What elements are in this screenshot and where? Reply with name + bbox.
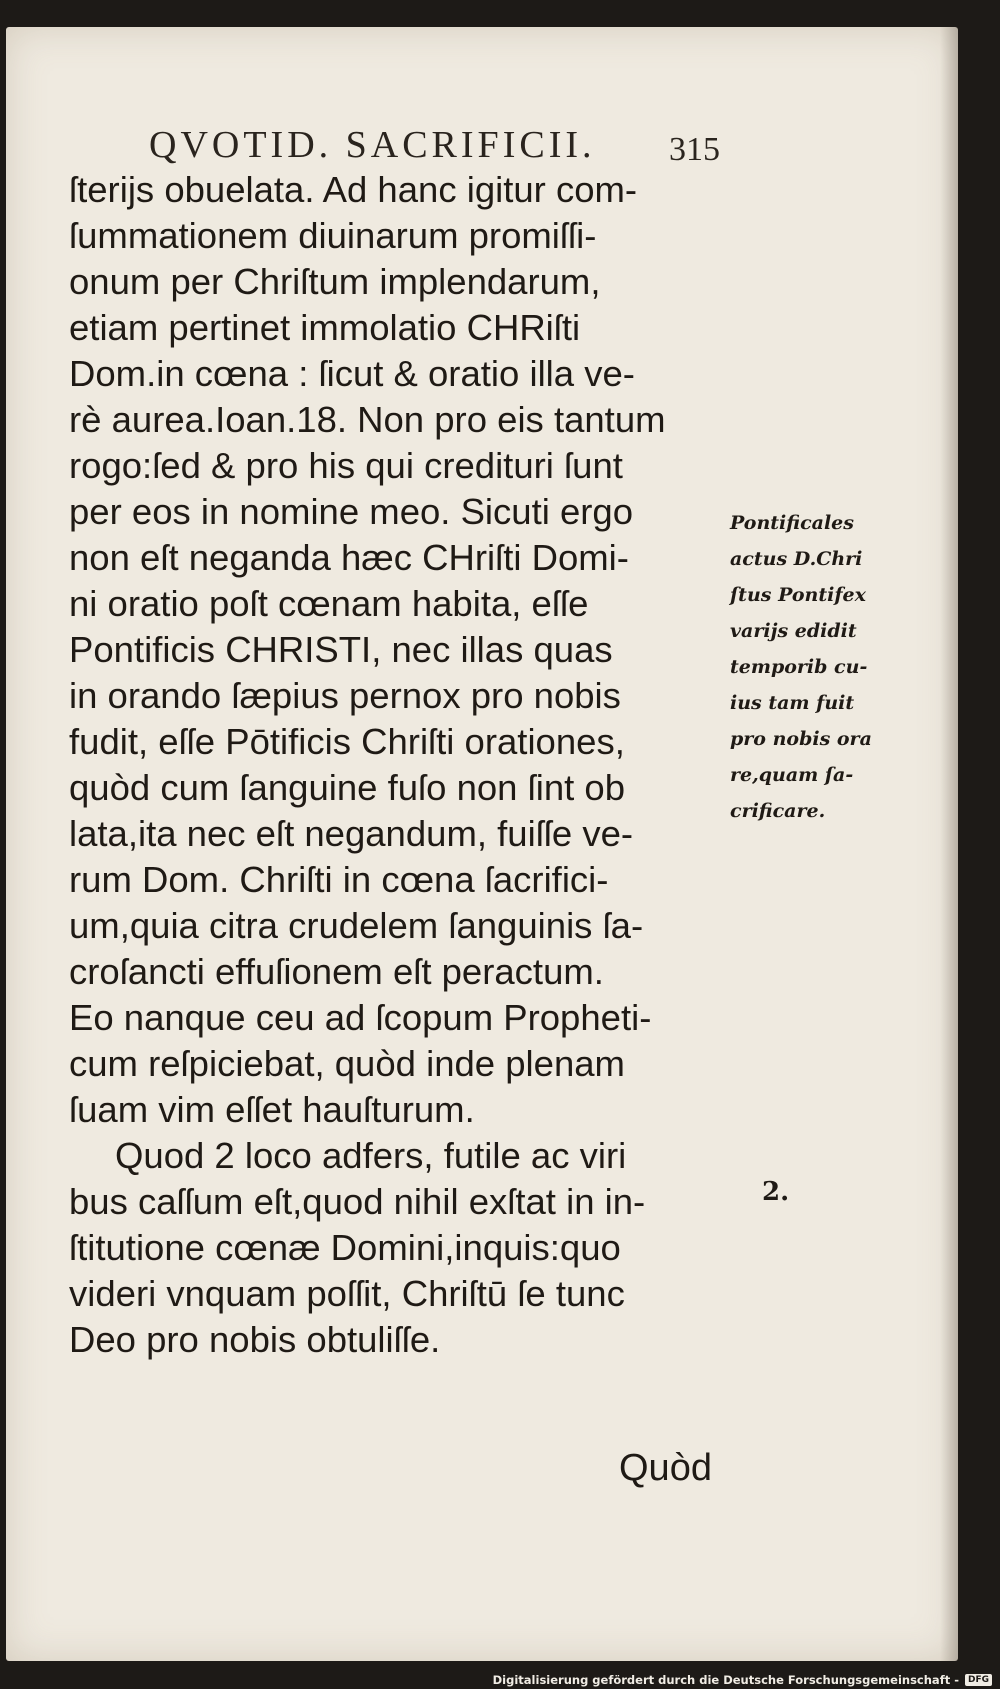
- margin-line: ſtus Pontifex: [730, 584, 866, 606]
- text-line: lata,ita nec eſt negandum, fuiſſe ve-: [69, 813, 634, 854]
- page-number: 315: [669, 131, 720, 168]
- text-line: cum reſpiciebat, quòd inde plenam: [69, 1043, 625, 1084]
- text-line: ſterijs obuelata. Ad hanc igitur com-: [69, 169, 638, 210]
- marginal-numeral: 2.: [762, 1177, 790, 1207]
- text-line: ſuam vim eſſet hauſturum.: [69, 1089, 475, 1130]
- margin-line: crificare.: [730, 800, 826, 822]
- credit-text: Digitalisierung gefördert durch die Deutsche Forschungsgemeinschaft -: [492, 1673, 959, 1687]
- text-line: ſummationem diuinarum promiſſi-: [69, 215, 597, 256]
- text-line: ni oratio poſt cœnam habita, eſſe: [69, 583, 589, 624]
- dfg-logo: DFG: [965, 1674, 992, 1686]
- text-line: rogo:ſed & pro his qui credituri ſunt: [69, 445, 623, 486]
- text-line: um,quia citra crudelem ſanguinis ſa-: [69, 905, 644, 946]
- margin-line: varijs edidit: [730, 620, 857, 642]
- main-text-block: [69, 167, 739, 1363]
- book-page: [6, 27, 958, 1661]
- text-line: fudit, eſſe Pōtificis Chriſti orationes,: [69, 721, 625, 762]
- text-line: rè aurea.Ioan.18. Non pro eis tantum: [69, 399, 666, 440]
- digitization-credit: [493, 1673, 992, 1687]
- text-line: quòd cum ſanguine fuſo non ſint ob: [69, 767, 626, 808]
- margin-line: ius tam fuit: [730, 692, 855, 714]
- margin-line: Pontificales: [730, 512, 854, 534]
- text-line: non eſt neganda hæc CHriſti Domi-: [69, 537, 629, 578]
- text-line: Deo pro nobis obtuliſſe.: [69, 1319, 441, 1360]
- text-line: Pontificis CHRISTI, nec illas quas: [69, 629, 613, 670]
- margin-line: temporib cu-: [730, 656, 868, 678]
- text-line: rum Dom. Chriſti in cœna ſacrifici-: [69, 859, 609, 900]
- text-line: bus caſſum eſt,quod nihil exſtat in in-: [69, 1181, 646, 1222]
- text-line: etiam pertinet immolatio CHRiſti: [69, 307, 581, 348]
- text-line: Eo nanque ceu ad ſcopum Propheti-: [69, 997, 652, 1038]
- text-line: croſancti effuſionem eſt peractum.: [69, 951, 604, 992]
- text-line: videri vnquam poſſit, Chriſtū ſe tunc: [69, 1273, 625, 1314]
- margin-line: re,quam ſa-: [730, 764, 854, 786]
- paragraph-start-line: Quod 2 loco adfers, futile ac viri: [115, 1135, 627, 1176]
- text-line: onum per Chriſtum implendarum,: [69, 261, 601, 302]
- catchword: Quòd: [619, 1447, 712, 1489]
- text-line: per eos in nomine meo. Sicuti ergo: [69, 491, 634, 532]
- marginal-note: [730, 505, 900, 829]
- text-line: Dom.in cœna : ſicut & oratio illa ve-: [69, 353, 635, 394]
- running-title: QVOTID. SACRIFICII.: [149, 124, 596, 166]
- margin-line: actus D.Chri: [730, 548, 863, 570]
- margin-line: pro nobis ora: [730, 728, 872, 750]
- text-line: in orando ſæpius pernox pro nobis: [69, 675, 621, 716]
- text-line: ſtitutione cœnæ Domini,inquis:quo: [69, 1227, 621, 1268]
